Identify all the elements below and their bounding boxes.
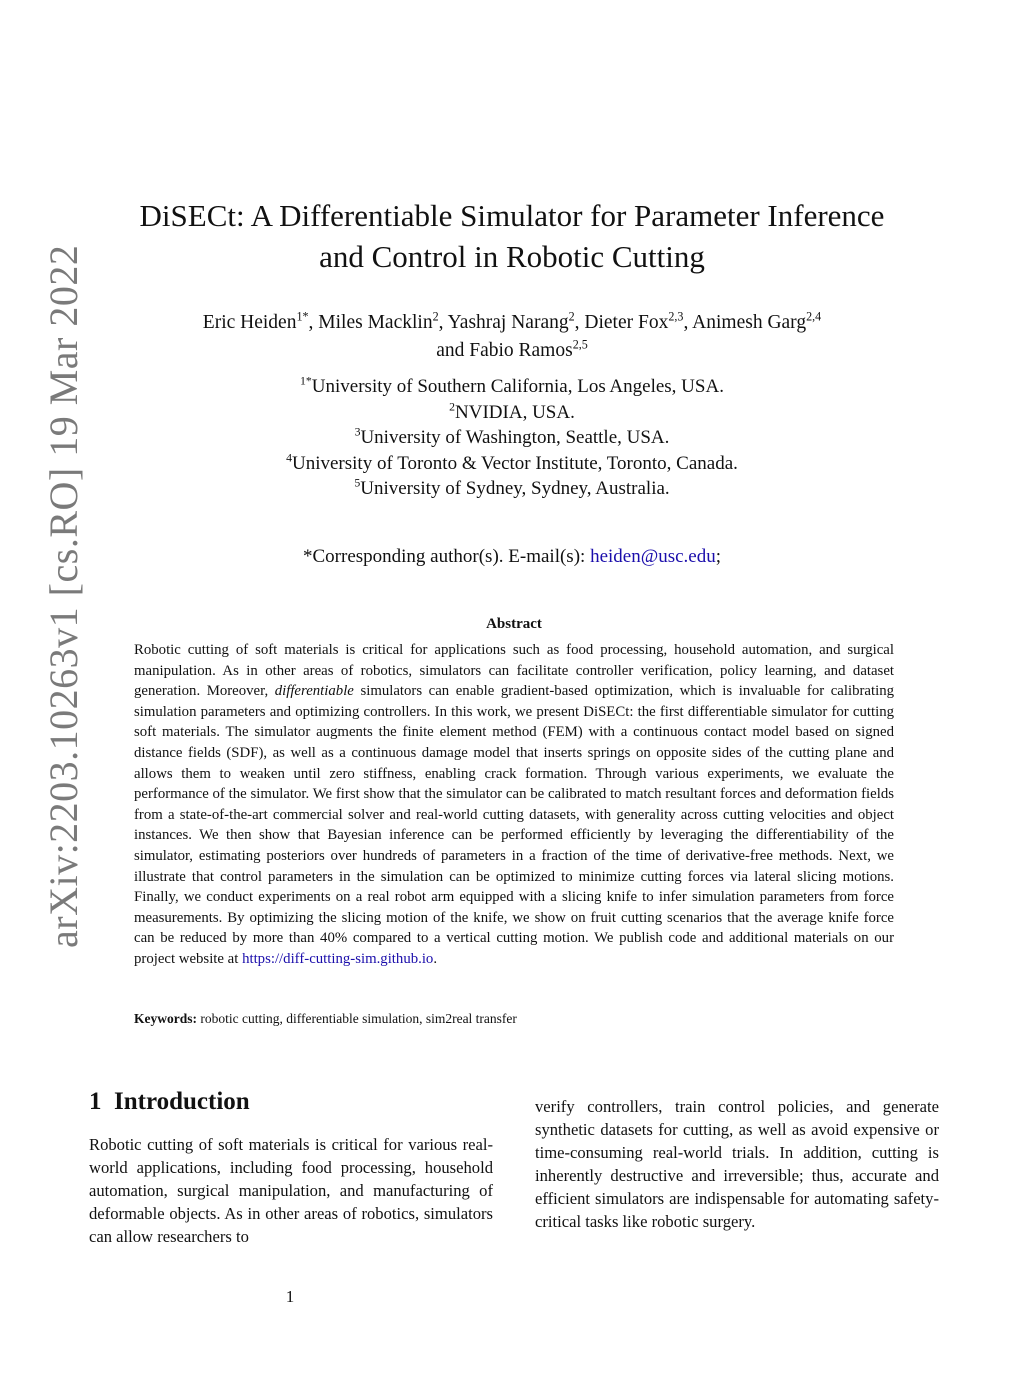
abstract-text-part: Robotic cutting of soft materials is critical for applications such as food processing, household automation, and surgical manipulation. As in other areas of robotics, simulators can facilitate controller verification, policy learning, and dataset generation. Moreover, (134, 642, 894, 700)
author-affil-sup: 2,4 (806, 309, 822, 324)
corresponding-suffix: ; (715, 546, 721, 567)
keywords-label: Keywords: (134, 1011, 197, 1026)
author-name: Fabio Ramos (469, 340, 573, 361)
affiliation (100, 374, 924, 400)
affiliation-sup: 5 (354, 476, 361, 490)
title-line-1: DiSECt: A Differentiable Simulator for Parameter Inference (139, 198, 885, 233)
section-heading (89, 1088, 250, 1116)
affiliation-sup: 1* (300, 374, 312, 388)
author-name: Miles Macklin (318, 312, 433, 333)
abstract-emphasis: differentiable (274, 683, 354, 700)
arxiv-identifier-stamp: arXiv:2203.10263v1 [cs.RO] 19 Mar 2022 (41, 244, 86, 948)
email-link[interactable]: heiden@usc.edu (590, 546, 716, 567)
author-line-2 (100, 337, 924, 365)
abstract-text-part: . (433, 950, 438, 967)
affiliation-text: University of Sydney, Sydney, Australia. (360, 478, 670, 499)
paper-title (100, 195, 924, 277)
affiliation-text: NVIDIA, USA. (455, 401, 575, 423)
affiliation-text: University of Washington, Seattle, USA. (360, 427, 670, 448)
abstract-heading: Abstract (486, 616, 542, 632)
author-affil-sup: 1* (296, 309, 309, 324)
affiliation (100, 425, 924, 451)
author-affil-sup: 2 (568, 309, 575, 324)
author-affil-sup: 2,5 (572, 337, 588, 352)
abstract-body (134, 640, 894, 970)
project-website-link[interactable]: https://diff-cutting-sim.github.io (242, 950, 434, 967)
affiliation (100, 400, 924, 426)
affiliation-list (100, 374, 924, 502)
corresponding-author (100, 546, 924, 568)
author-name: Yashraj Narang (447, 312, 569, 333)
intro-column-right: verify controllers, train control policies, and generate synthetic datasets for cutting, as well as avoid expensive or time-consuming real-world trials. In addition, cutting is inherently destructive and irreversible; thus, accurate and efficient simulators are indispensable for automating safety-critical tasks like robotic surgery. (535, 1097, 939, 1232)
author-affil-sup: 2 (432, 309, 439, 324)
author-line-1: Eric Heiden$^{1*}$, Miles Macklin$^2$, Yashraj Narang$^2$, Dieter Fox$^{2,3}$, Animesh Garg$^{2,4}$ (202, 309, 822, 333)
author-name: Eric Heiden (202, 312, 297, 333)
affiliation-sup: 3 (354, 425, 361, 439)
affiliation (100, 451, 924, 477)
page-number: 1 (285, 1287, 295, 1306)
title-line-2: and Control in Robotic Cutting (319, 239, 705, 274)
affiliation-text: University of Southern California, Los Angeles, USA. (311, 376, 724, 397)
keywords-text: robotic cutting, differentiable simulation, sim2real transfer (197, 1011, 517, 1026)
section-title: Introduction (114, 1088, 250, 1115)
author-list (100, 309, 924, 365)
section-number: 1 (89, 1088, 102, 1115)
affiliation-sup: 2 (449, 400, 456, 414)
author-conjunction: and (436, 340, 465, 361)
keywords (134, 1011, 894, 1027)
affiliation-text: University of Toronto & Vector Institute, Toronto, Canada. (292, 452, 738, 474)
corresponding-label: *Corresponding author(s). E-mail(s): (303, 546, 591, 567)
abstract-text-part: simulators can enable gradient-based optimization, which is invaluable for calibrating simulation parameters and optimizing controllers. In this work, we present DiSECt: the first differentiable simulator for cutting soft materials. The simulator augments the finite element method (FEM) with a continuous contact model based on signed distance fields (SDF), as well as a continuous damage model that inserts springs on opposite sides of the cutting plane and allows them to weaken until zero stiffness, enabling crack formation. Through various experiments, we evaluate the performance of the simulator. We first show that the simulator can be calibrated to match resultant forces and deformation fields from a state-of-the-art commercial solver and real-world cutting datasets, with generality across cutting velocities and object instances. We then show that Bayesian inference can be performed efficiently by leveraging the differentiability of the simulator, estimating posteriors over hundreds of parameters in a fraction of the time of derivative-free methods. Next, we illustrate that control parameters in the simulation can be optimized to minimize cutting forces via lateral slicing motions. Finally, we conduct experiments on a real robot arm equipped with a slicing knife to infer simulation parameters from force measurements. By optimizing the slicing motion of the knife, we show on fruit cutting scenarios that the average knife force can be reduced by more than 40% compared to a vertical cutting motion. We publish code and additional materials on our project website at (134, 683, 894, 967)
intro-column-left: Robotic cutting of soft materials is critical for various real-world applications, including food processing, household automation, surgical manipulation, and manufacturing of deformable objects. As in other areas of robotics, simulators can allow researchers to (89, 1135, 493, 1247)
affiliation (100, 476, 924, 502)
affiliation-sup: 4 (286, 451, 292, 465)
author-name: Animesh Garg (692, 312, 807, 333)
author-affil-sup: 2,3 (668, 309, 684, 324)
author-name: Dieter Fox (584, 312, 669, 333)
